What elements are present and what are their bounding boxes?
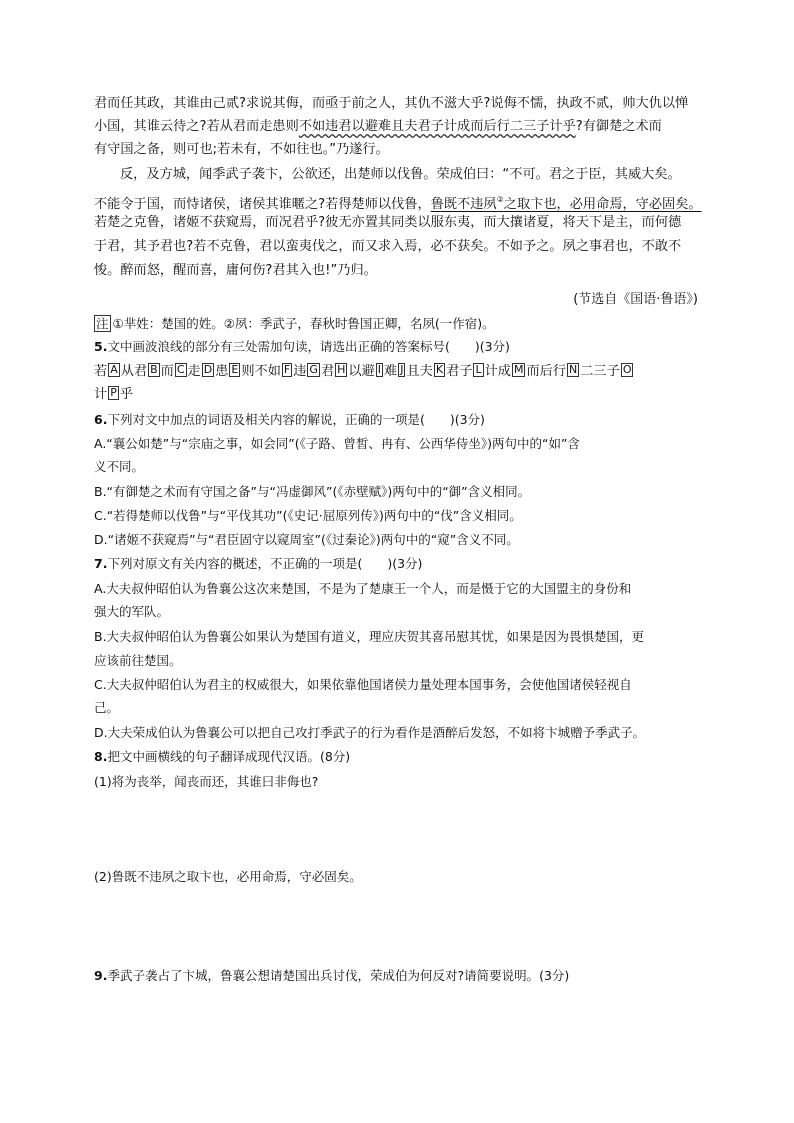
q7-option-a: A.大夫叔仲昭伯认为鲁襄公这次来楚国，不是为了楚康王一个人，而是慑于它的大国盟主的身份和 <box>94 581 632 596</box>
option-label-box[interactable]: B <box>150 363 158 376</box>
passage-line: 君而任其政，其谁由己贰?求说其侮，而亟于前之人，其仇不滋大乎?说侮不懦，执政不贰，帅大仇以惮 <box>94 96 689 111</box>
option-text: 乎 <box>119 387 134 402</box>
q7-option-b: B.大夫叔仲昭伯认为鲁襄公如果认为楚国有道义，理应庆贺其喜吊慰其忧，如果是因为畏惧楚国，更 <box>94 629 645 644</box>
source-citation: (节选自《国语·鲁语》) <box>573 292 698 307</box>
option-text: 二三子 <box>580 364 620 379</box>
option-text: 违 <box>293 364 307 379</box>
option-label-box[interactable]: A <box>110 363 118 376</box>
option-label-box[interactable]: I <box>377 363 382 376</box>
q7-option-b-cont: 应该前往楚国。 <box>94 653 182 668</box>
wavy-underlined-text: 不如违君以避难且夫君子计成而后行二三子计乎 <box>298 119 576 134</box>
option-text: 君 <box>320 364 335 379</box>
option-text: 而后行 <box>526 364 567 379</box>
q5-options-line-2 <box>94 384 133 406</box>
passage-line: 若楚之克鲁，诸姬不获窥焉，而况君乎?彼无亦置其同类以服东夷，而大攘诸夏，将天下是主，而何德 <box>94 215 682 230</box>
passage-line: 小国，其谁云待之?若从君而走患则不如违君以避难且夫君子计成而后行二三子计乎?有御楚之术而 <box>94 119 662 134</box>
question-6: 6.下列对文中加点的词语及相关内容的解说，正确的一项是( )(3分) <box>94 412 485 427</box>
q8-sentence-2: (2)鲁既不违夙之取卞也，必用命焉，守必固矣。 <box>94 869 362 884</box>
option-text: 若 <box>94 364 108 379</box>
passage-line: 于君，其予君也?若不克鲁，君以蛮夷伐之，而又求入焉，必不获矣。不如予之。夙之事君也，不敢不 <box>94 239 682 254</box>
option-label-box[interactable]: C <box>176 363 185 376</box>
option-label-box[interactable]: F <box>283 363 291 376</box>
note-mark: 注 <box>96 316 109 331</box>
option-label-box[interactable]: H <box>337 363 346 376</box>
option-label-box[interactable]: O <box>622 363 632 376</box>
q6-option-d: D.“诸姬不获窥焉”与“君臣固守以窥周室”(《过秦论》)两句中的“窥”含义不同。 <box>94 532 519 547</box>
option-label-box[interactable]: M <box>513 363 524 376</box>
question-5: 5.文中画波浪线的部分有三处需加句读，请选出正确的答案标号( )(3分) <box>94 339 510 354</box>
option-text: 从君 <box>120 364 148 379</box>
question-8: 8.把文中画横线的句子翻译成现代汉语。(8分) <box>94 749 351 764</box>
option-text: 患 <box>215 364 229 379</box>
footnote: 注 ①芈姓：楚国的姓。②夙：季武子，春秋时鲁国正卿，名夙(一作宿)。 <box>96 316 495 331</box>
q8-sentence-1: (1)将为丧举，闻丧而还，其谁曰非侮也? <box>94 774 319 789</box>
option-label-box[interactable]: P <box>110 386 117 399</box>
option-text: 走 <box>187 364 201 379</box>
option-label-box[interactable]: D <box>203 363 213 376</box>
q7-option-a-cont: 强大的军队。 <box>94 604 170 619</box>
q6-option-b: B.“有御楚之术而有守国之备”与“冯虚御风”(《赤壁赋》)两句中的“御”含义相同。 <box>94 484 531 499</box>
option-label-box[interactable]: J <box>400 363 404 376</box>
option-text: 且夫 <box>406 364 433 379</box>
q5-options-line-1 <box>94 361 634 383</box>
underlined-sentence: 鲁既不违夙②之取卞也，必用命焉，守必固矣。 <box>430 195 702 212</box>
option-text: 以避 <box>348 364 375 379</box>
passage-line: 悛。醉而怒，醒而喜，庸何伤?君其入也!”乃归。 <box>94 263 377 278</box>
question-9: 9.季武子袭占了卞城，鲁襄公想请楚国出兵讨伐，荣成伯为何反对?请简要说明。(3分) <box>94 968 570 983</box>
q6-option-a: A.“襄公如楚”与“宗庙之事，如会同”(《子路、曾皙、冉有、公西华侍坐》)两句中的“如”含 <box>94 436 580 451</box>
q6-option-a-cont: 义不同。 <box>94 459 145 474</box>
q7-option-c: C.大夫叔仲昭伯认为君主的权威很大，如果依靠他国诸侯力量处理本国事务，会使他国诸侯轻视自 <box>94 677 632 692</box>
q7-option-d: D.大夫荣成伯认为鲁襄公可以把自己攻打季武子的行为看作是酒醉后发怒，不如将卞城赠予季武子。 <box>94 725 646 740</box>
passage-line: 有守国之备，则可也;若未有，不如往也。”乃遂行。 <box>94 142 389 157</box>
option-label-box[interactable]: K <box>435 363 444 376</box>
option-text: 计成 <box>484 364 511 379</box>
option-label-box[interactable]: G <box>309 363 318 376</box>
option-label-box[interactable]: E <box>231 363 239 376</box>
option-label-box[interactable]: L <box>475 363 482 376</box>
q6-option-c: C.“若得楚师以伐鲁”与“平伐其功”(《史记·屈原列传》)两句中的“伐”含义相同。 <box>94 508 522 523</box>
option-text: 难 <box>384 364 398 379</box>
option-text: 而 <box>160 364 174 379</box>
q7-option-c-cont: 己。 <box>94 700 120 715</box>
option-label-box[interactable]: N <box>569 363 578 376</box>
option-text: 则不如 <box>241 364 281 379</box>
passage-line: 不能令于国，而恃诸侯，诸侯其谁暱之?若得楚师以伐鲁，鲁既不违夙②之取卞也，必用命焉，守必固矣。 <box>94 195 702 212</box>
question-7: 7.下列对原文有关内容的概述，不正确的一项是( )(3分) <box>94 556 423 571</box>
option-text: 君子 <box>446 364 473 379</box>
passage-line: 反，及方城，闻季武子袭卞，公欲还，出楚师以伐鲁。荣成伯曰：“不可。君之于臣，其威大矣。 <box>120 167 681 182</box>
option-text: 计 <box>94 387 108 402</box>
